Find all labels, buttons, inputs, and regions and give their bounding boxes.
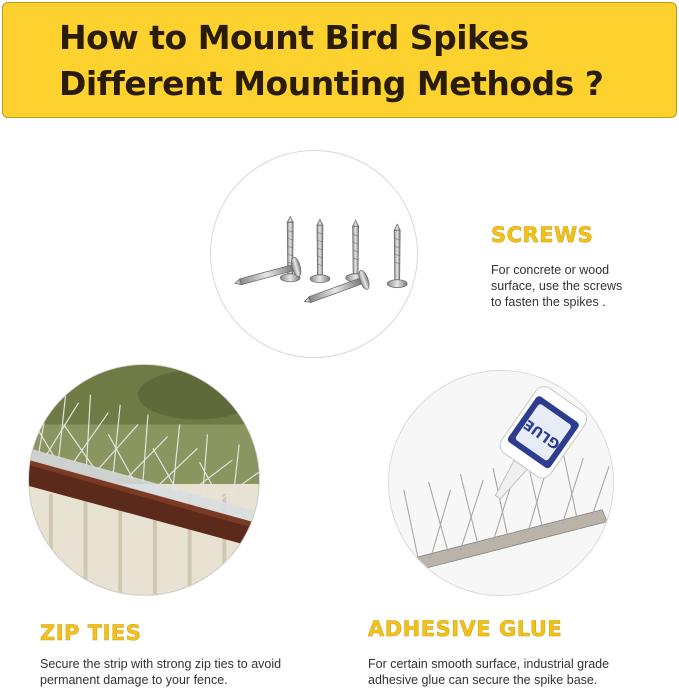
screws-desc-line-3: to fasten the spikes . [491, 295, 606, 309]
adhesive-glue-heading: ADHESIVE GLUE [368, 617, 563, 641]
zip-ties-desc-line-2: permanent damage to your fence. [40, 673, 228, 687]
glue-bottle-photo [388, 370, 614, 596]
screws-photo [210, 150, 418, 358]
screws-description [491, 262, 622, 310]
title-banner [2, 2, 677, 118]
zip-ties-heading: ZIP TIES [40, 621, 142, 645]
glue-desc-line-1: For certain smooth surface, industrial grade [368, 657, 610, 671]
screws-desc-line-1: For concrete or wood [491, 263, 610, 277]
adhesive-glue-description [368, 656, 609, 688]
glue-bottle-illustration [389, 371, 613, 595]
zip-ties-description [40, 656, 281, 688]
banner-title-line-1: How to Mount Bird Spikes [59, 18, 529, 57]
glue-bottle-label: GLUE [521, 415, 564, 453]
banner-title-line-2: Different Mounting Methods ? [59, 64, 604, 103]
fence-spikes-illustration [29, 365, 259, 595]
screws-desc-line-2: surface, use the screws [491, 279, 623, 293]
screws-illustration [211, 151, 417, 357]
glue-desc-line-2: adhesive glue can secure the spike base. [368, 673, 598, 687]
zip-ties-desc-line-1: Secure the strip with strong zip ties to avoid [40, 657, 282, 671]
screws-heading: SCREWS [491, 223, 594, 247]
fence-spikes-photo [28, 364, 260, 596]
